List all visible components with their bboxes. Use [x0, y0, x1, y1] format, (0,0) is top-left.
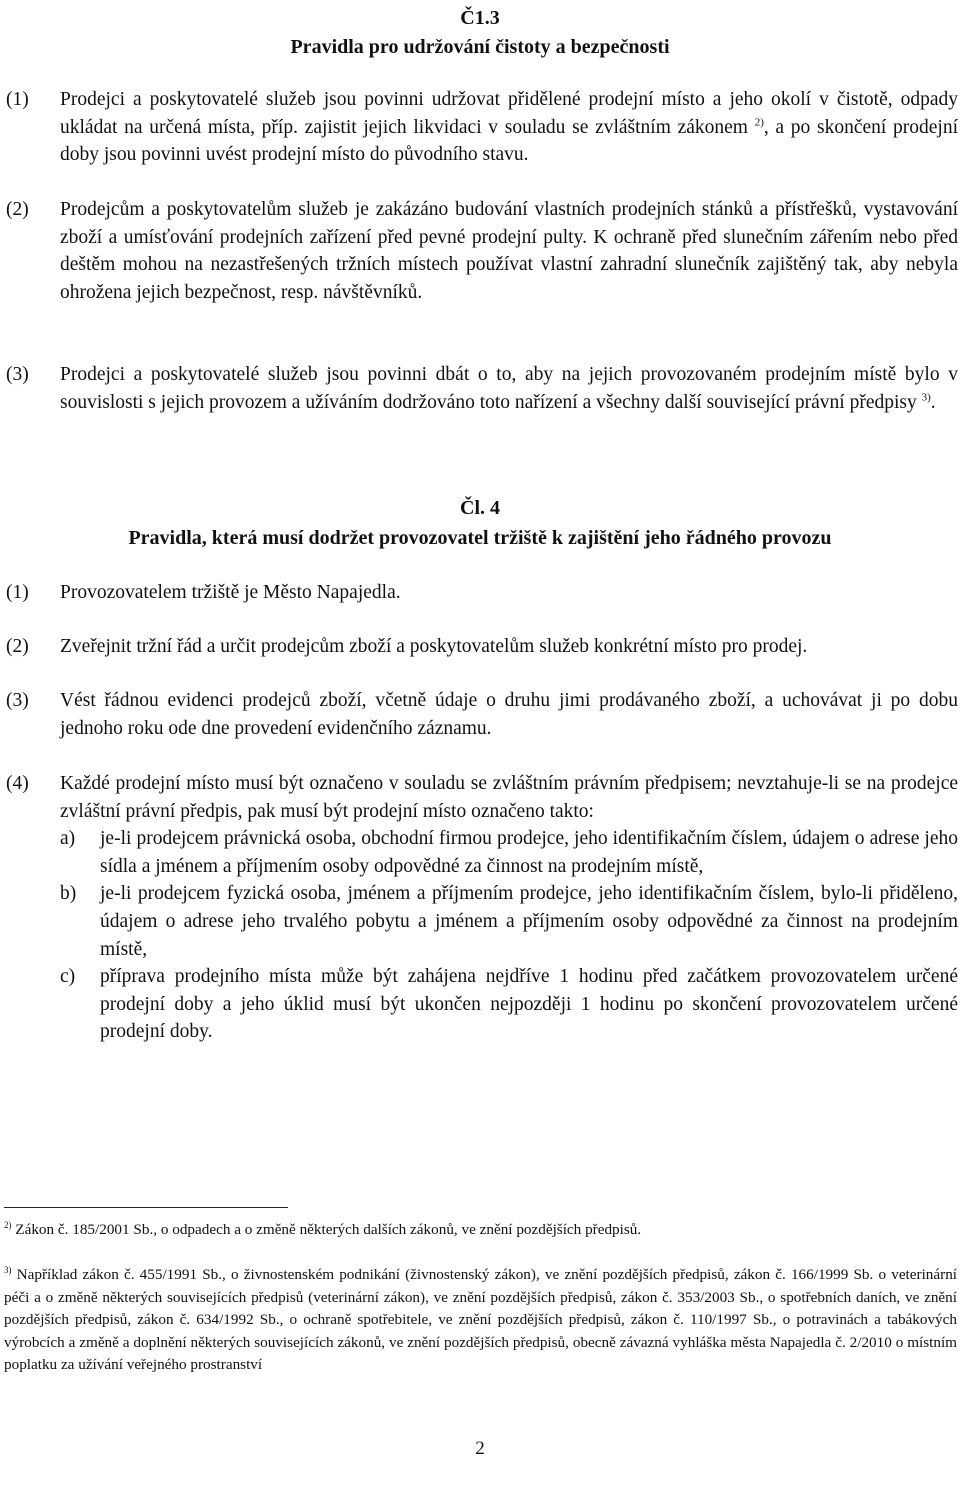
paragraph-number: (3) — [6, 364, 29, 385]
paragraph-text: Prodejcům a poskytovatelům služeb je zakázáno budování vlastních prodejních stánků a přístřešků, vystavování zboží a umísťování prodejních zařízení před pevné prodejní pulty. K ochraně před slunečním zářením nebo před deštěm mohou na nezastřešených tržních místech používat vlastní zahradní slunečník zajištěný tak, aby nebyla ohrožena jejich bezpečnost, resp. návštěvníků. — [60, 199, 958, 303]
paragraph-number: (3) — [6, 690, 29, 711]
article-4-paragraph-4 — [0, 770, 958, 1046]
footnote-text: Zákon č. 185/2001 Sb., o odpadech a o změně některých dalších zákonů, ve znění pozdějších předpisů. — [15, 1221, 642, 1238]
list-text: je-li prodejcem fyzická osoba, jménem a příjmením prodejce, jeho identifikačním číslem, bylo-li přiděleno, údajem o adrese jeho trvalého pobytu a jménem a příjmením osoby odpovědné za činnost na prodejním místě, — [100, 883, 958, 960]
footnote-text: Například zákon č. 455/1991 Sb., o živnostenském podnikání (živnostenský zákon), ve znění pozdějších předpisů, zákon č. 166/1999 Sb. o veterinární péči a o změně některých souvisejících předpisů (veterinární zákon), ve znění pozdějších předpisů, zákon č. 353/2003 Sb., o spotřebních daních, ve znění pozdějších předpisů, zákon č. 634/1992 Sb., o ochraně spotřebitele, ve znění pozdějších předpisů, zákon č. 110/1997 Sb., o potravinách a tabákových výrobcích a změně a doplnění některých souvisejících zákonů, ve znění pozdějších předpisů, obecně závazná vyhláška města Napajedla č. 2/2010 o místním poplatku za užívání veřejného prostranství — [4, 1266, 958, 1373]
list-item-c — [60, 963, 958, 1046]
article-4-number: Čl. 4 — [460, 497, 500, 519]
article-3-title: Pravidla pro udržování čistoty a bezpečnosti — [290, 36, 670, 58]
list-text: příprava prodejního místa může být zahájena nejdříve 1 hodinu před začátkem provozovatelem určené prodejní doby a jeho úklid musí být ukončen nejpozději 1 hodinu po skončení provozovatelem určené prodejní doby. — [100, 966, 958, 1043]
article-3-paragraph-2 — [0, 196, 958, 306]
article-4-paragraph-3 — [0, 687, 958, 742]
article-3-number: Č1.3 — [460, 7, 500, 29]
paragraph-text: Vést řádnou evidenci prodejců zboží, včetně údaje o druhu jimi prodávaného zboží, a uchovávat ji po dobu jednoho roku ode dne provedení evidenčního záznamu. — [60, 690, 958, 739]
article-4-title: Pravidla, která musí dodržet provozovatel tržiště k zajištění jeho řádného provozu — [128, 527, 832, 549]
list-label: b) — [60, 883, 77, 905]
paragraph-number: (4) — [6, 773, 29, 794]
paragraph-number: (2) — [6, 199, 29, 220]
list-item-b — [60, 880, 958, 963]
footnote-2 — [4, 1219, 957, 1242]
paragraph-number: (1) — [6, 89, 29, 110]
paragraph-number: (1) — [6, 582, 29, 603]
list-text: je-li prodejcem právnická osoba, obchodní firmou prodejce, jeho identifikačním číslem, údajem o adrese jeho sídla a jménem a příjmením osoby odpovědné za činnost na prodejním místě, — [100, 828, 958, 877]
article-4-paragraph-1 — [0, 579, 958, 607]
article-3-paragraph-1 — [0, 86, 958, 169]
paragraph-number: (2) — [6, 636, 29, 657]
list-item-a — [60, 825, 958, 880]
footnote-separator — [4, 1207, 288, 1208]
footnote-ref-3: 3) — [921, 391, 931, 404]
footnote-mark: 2) — [4, 1219, 12, 1230]
footnote-3 — [4, 1264, 957, 1377]
paragraph-text: Každé prodejní místo musí být označeno v souladu se zvláštním právním předpisem; nevztahuje-li se na prodejce zvláštní právní předpis, pak musí být prodejní místo označeno takto: — [60, 773, 958, 822]
article-4-paragraph-2 — [0, 633, 958, 661]
paragraph-text: Provozovatelem tržiště je Město Napajedla. — [60, 582, 401, 603]
article-3-paragraph-3 — [0, 361, 958, 416]
footnote-ref-2: 2) — [754, 116, 764, 129]
paragraph-text: Prodejci a poskytovatelé služeb jsou povinni udržovat přidělené prodejní místo a jeho okolí v čistotě, odpady ukládat na určená místa, příp. zajistit jejich likvidaci v souladu se zvláštním zákonem $^{2)}$, a po skončení prodejní doby jsou povinni uvést prodejní místo do původního stavu. — [60, 89, 958, 166]
list-label: a) — [60, 828, 76, 850]
footnote-mark: 3) — [4, 1264, 12, 1275]
page-number: 2 — [475, 1438, 485, 1459]
paragraph-text: Prodejci a poskytovatelé služeb jsou povinni dbát o to, aby na jejich provozovaném prodejním místě bylo v souvislosti s jejich provozem a užíváním dodržováno toto nařízení a všechny další související právní předpisy $^{3)}$. — [60, 364, 958, 413]
list-label: c) — [60, 966, 76, 988]
paragraph-text: Zveřejnit tržní řád a určit prodejcům zboží a poskytovatelům služeb konkrétní místo pro prodej. — [60, 636, 808, 657]
